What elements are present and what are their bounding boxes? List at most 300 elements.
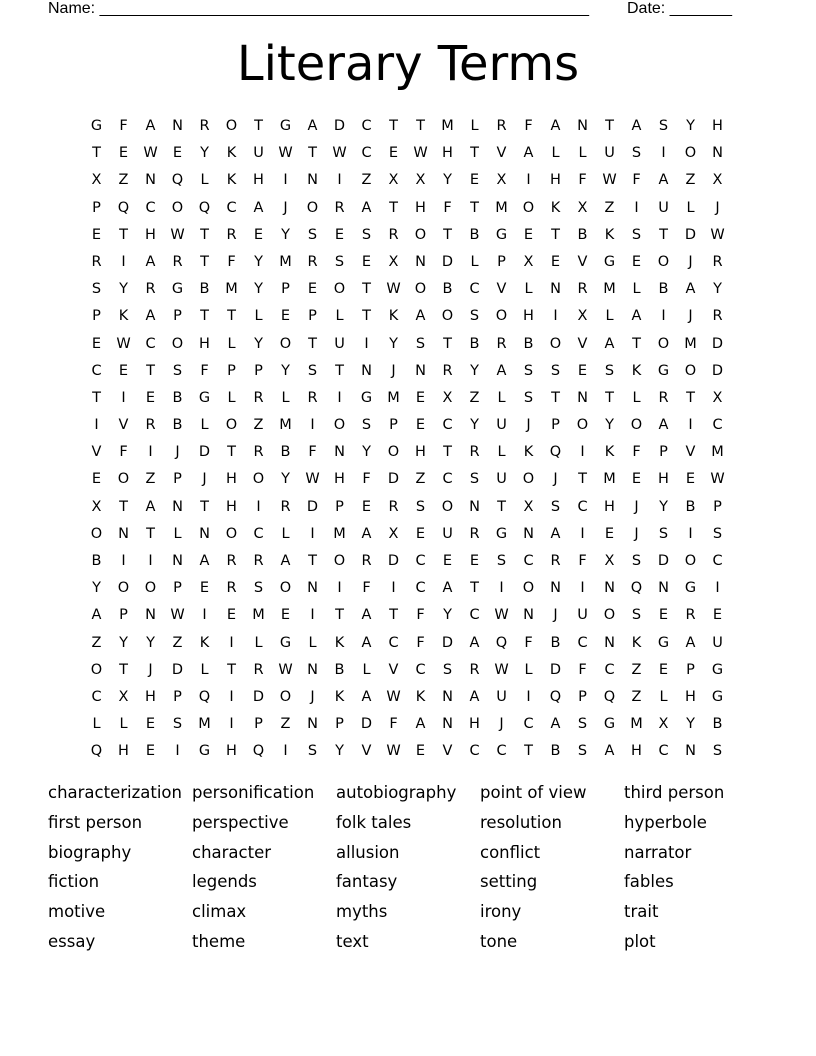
grid-letter[interactable]: A <box>361 688 372 705</box>
grid-letter[interactable]: I <box>337 172 342 189</box>
grid-letter[interactable]: N <box>415 253 426 270</box>
grid-letter[interactable]: W <box>386 281 401 298</box>
grid-letter[interactable]: A <box>658 417 669 434</box>
grid-letter[interactable]: J <box>499 716 504 733</box>
grid-letter[interactable]: E <box>199 580 210 597</box>
grid-letter[interactable]: I <box>337 389 342 406</box>
grid-letter[interactable]: X <box>442 389 453 406</box>
grid-letter[interactable]: N <box>334 444 345 461</box>
grid-letter[interactable]: M <box>252 607 265 624</box>
grid-letter[interactable]: L <box>200 661 209 678</box>
grid-letter[interactable]: Z <box>604 199 615 216</box>
grid-letter[interactable]: S <box>307 362 318 379</box>
grid-letter[interactable]: M <box>279 417 292 434</box>
grid-letter[interactable]: S <box>469 471 480 488</box>
grid-letter[interactable]: S <box>307 226 318 243</box>
grid-letter[interactable]: Y <box>470 417 479 434</box>
grid-letter[interactable]: R <box>280 498 291 515</box>
grid-letter[interactable]: A <box>280 553 291 569</box>
grid-letter[interactable]: A <box>91 607 102 624</box>
grid-letter[interactable]: W <box>710 471 725 488</box>
grid-letter[interactable]: N <box>685 743 696 760</box>
grid-letter[interactable]: Q <box>198 688 211 705</box>
grid-letter[interactable]: N <box>118 525 129 542</box>
grid-letter[interactable]: T <box>389 607 398 624</box>
grid-letter[interactable]: V <box>577 335 588 352</box>
grid-letter[interactable]: I <box>580 444 585 461</box>
grid-letter[interactable]: S <box>577 743 588 760</box>
grid-letter[interactable]: R <box>361 553 372 569</box>
grid-letter[interactable]: C <box>469 607 480 624</box>
grid-letter[interactable]: R <box>199 118 210 134</box>
grid-letter[interactable]: V <box>442 743 453 760</box>
grid-letter[interactable]: R <box>442 362 453 379</box>
grid-letter[interactable]: E <box>172 145 183 162</box>
grid-letter[interactable]: G <box>495 226 508 243</box>
grid-letter[interactable]: O <box>333 417 346 434</box>
grid-letter[interactable]: L <box>362 661 371 678</box>
grid-letter[interactable]: S <box>658 525 669 542</box>
grid-letter[interactable]: Z <box>91 634 102 651</box>
grid-letter[interactable]: F <box>416 607 425 624</box>
grid-letter[interactable]: C <box>496 743 507 760</box>
grid-letter[interactable]: O <box>657 253 670 270</box>
grid-letter[interactable]: G <box>279 118 292 134</box>
grid-letter[interactable]: I <box>121 389 126 406</box>
grid-letter[interactable]: I <box>526 172 531 189</box>
grid-letter[interactable]: O <box>630 417 643 434</box>
grid-letter[interactable]: W <box>494 661 509 678</box>
grid-letter[interactable]: R <box>577 281 588 298</box>
grid-letter[interactable]: P <box>659 444 668 461</box>
grid-letter[interactable]: S <box>631 226 642 243</box>
grid-letter[interactable]: U <box>442 525 453 542</box>
grid-letter[interactable]: K <box>118 308 129 325</box>
grid-letter[interactable]: C <box>361 145 372 162</box>
grid-letter[interactable]: T <box>146 525 155 542</box>
grid-letter[interactable]: Z <box>280 716 291 733</box>
grid-letter[interactable]: H <box>226 498 237 515</box>
grid-letter[interactable]: N <box>577 118 588 134</box>
grid-letter[interactable]: E <box>388 145 399 162</box>
grid-letter[interactable]: S <box>361 417 372 434</box>
grid-letter[interactable]: F <box>119 118 128 134</box>
grid-letter[interactable]: E <box>361 498 372 515</box>
grid-letter[interactable]: B <box>685 498 696 515</box>
grid-letter[interactable]: T <box>632 335 641 352</box>
grid-letter[interactable]: N <box>604 580 615 597</box>
grid-letter[interactable]: N <box>172 498 183 515</box>
grid-letter[interactable]: O <box>522 471 535 488</box>
grid-letter[interactable]: L <box>470 118 479 134</box>
grid-letter[interactable]: T <box>200 498 209 515</box>
grid-letter[interactable]: O <box>549 335 562 352</box>
grid-letter[interactable]: B <box>172 389 183 406</box>
grid-letter[interactable]: C <box>712 417 723 434</box>
grid-letter[interactable]: E <box>658 607 669 624</box>
grid-letter[interactable]: W <box>494 607 509 624</box>
grid-letter[interactable]: A <box>253 199 264 216</box>
grid-letter[interactable]: O <box>684 553 697 569</box>
grid-letter[interactable]: X <box>496 172 507 189</box>
grid-letter[interactable]: L <box>578 145 587 162</box>
grid-letter[interactable]: N <box>307 661 318 678</box>
grid-letter[interactable]: P <box>254 362 263 379</box>
grid-letter[interactable]: T <box>254 118 263 134</box>
grid-letter[interactable]: I <box>229 688 234 705</box>
grid-letter[interactable]: M <box>603 471 616 488</box>
grid-letter[interactable]: O <box>414 281 427 298</box>
grid-letter[interactable]: R <box>712 308 723 325</box>
grid-letter[interactable]: C <box>442 417 453 434</box>
grid-letter[interactable]: F <box>362 471 371 488</box>
grid-letter[interactable]: O <box>522 580 535 597</box>
grid-letter[interactable]: C <box>658 743 669 760</box>
grid-letter[interactable]: I <box>283 172 288 189</box>
grid-letter[interactable]: T <box>497 498 506 515</box>
grid-letter[interactable]: I <box>337 580 342 597</box>
grid-letter[interactable]: N <box>523 607 534 624</box>
grid-letter[interactable]: B <box>280 444 291 461</box>
grid-letter[interactable]: Q <box>171 172 184 189</box>
grid-letter[interactable]: T <box>119 226 128 243</box>
grid-letter[interactable]: K <box>226 172 237 189</box>
grid-letter[interactable]: W <box>602 172 617 189</box>
grid-letter[interactable]: O <box>279 688 292 705</box>
grid-letter[interactable]: T <box>92 145 101 162</box>
grid-letter[interactable]: R <box>253 389 264 406</box>
grid-letter[interactable]: N <box>415 362 426 379</box>
grid-letter[interactable]: M <box>333 525 346 542</box>
grid-letter[interactable]: I <box>526 688 531 705</box>
grid-letter[interactable]: W <box>143 145 158 162</box>
grid-letter[interactable]: X <box>388 253 399 270</box>
grid-letter[interactable]: I <box>283 743 288 760</box>
grid-letter[interactable]: E <box>226 607 237 624</box>
grid-letter[interactable]: Z <box>361 172 372 189</box>
grid-letter[interactable]: Y <box>281 362 290 379</box>
grid-letter[interactable]: S <box>442 661 453 678</box>
grid-letter[interactable]: E <box>361 253 372 270</box>
grid-letter[interactable]: B <box>172 417 183 434</box>
grid-letter[interactable]: H <box>253 172 264 189</box>
grid-letter[interactable]: I <box>553 308 558 325</box>
grid-letter[interactable]: T <box>362 281 371 298</box>
grid-letter[interactable]: L <box>308 634 317 651</box>
grid-letter[interactable]: A <box>145 118 156 134</box>
grid-letter[interactable]: M <box>225 281 238 298</box>
grid-letter[interactable]: R <box>226 553 237 569</box>
grid-letter[interactable]: A <box>361 525 372 542</box>
grid-letter[interactable]: O <box>657 335 670 352</box>
grid-letter[interactable]: S <box>523 389 534 406</box>
grid-letter[interactable]: E <box>118 362 129 379</box>
grid-letter[interactable]: I <box>148 553 153 569</box>
grid-letter[interactable]: G <box>198 743 211 760</box>
grid-letter[interactable]: N <box>577 389 588 406</box>
grid-letter[interactable]: R <box>226 580 237 597</box>
grid-letter[interactable]: Z <box>631 661 642 678</box>
grid-letter[interactable]: Y <box>119 634 128 651</box>
grid-letter[interactable]: V <box>496 281 507 298</box>
grid-letter[interactable]: I <box>148 444 153 461</box>
grid-letter[interactable]: E <box>145 743 156 760</box>
grid-letter[interactable]: H <box>415 199 426 216</box>
grid-letter[interactable]: F <box>524 634 533 651</box>
grid-letter[interactable]: F <box>416 634 425 651</box>
grid-letter[interactable]: R <box>307 253 318 270</box>
grid-letter[interactable]: G <box>603 716 616 733</box>
grid-letter[interactable]: T <box>470 580 479 597</box>
grid-letter[interactable]: I <box>688 525 693 542</box>
grid-letter[interactable]: J <box>688 308 693 325</box>
grid-letter[interactable]: L <box>200 417 209 434</box>
grid-letter[interactable]: T <box>416 118 425 134</box>
grid-letter[interactable]: Z <box>469 389 480 406</box>
grid-letter[interactable]: H <box>226 743 237 760</box>
grid-letter[interactable]: O <box>252 471 265 488</box>
grid-letter[interactable]: R <box>550 553 561 569</box>
grid-letter[interactable]: Y <box>362 444 371 461</box>
grid-letter[interactable]: O <box>387 444 400 461</box>
grid-letter[interactable]: W <box>278 145 293 162</box>
grid-letter[interactable]: F <box>632 172 641 189</box>
grid-letter[interactable]: R <box>334 199 345 216</box>
grid-letter[interactable]: E <box>469 553 480 569</box>
grid-letter[interactable]: F <box>524 118 533 134</box>
grid-letter[interactable]: T <box>578 471 587 488</box>
grid-letter[interactable]: L <box>335 308 344 325</box>
grid-letter[interactable]: F <box>578 553 587 569</box>
grid-letter[interactable]: A <box>415 716 426 733</box>
grid-letter[interactable]: K <box>388 308 399 325</box>
grid-letter[interactable]: F <box>578 661 587 678</box>
grid-letter[interactable]: O <box>90 525 103 542</box>
grid-letter[interactable]: T <box>524 743 533 760</box>
grid-letter[interactable]: P <box>227 362 236 379</box>
grid-letter[interactable]: N <box>307 580 318 597</box>
grid-letter[interactable]: L <box>659 688 668 705</box>
grid-letter[interactable]: O <box>522 199 535 216</box>
grid-letter[interactable]: D <box>198 444 211 461</box>
grid-letter[interactable]: Z <box>172 634 183 651</box>
grid-letter[interactable]: E <box>334 226 345 243</box>
grid-letter[interactable]: D <box>711 362 724 379</box>
grid-letter[interactable]: B <box>334 661 345 678</box>
grid-letter[interactable]: M <box>387 389 400 406</box>
grid-letter[interactable]: G <box>198 389 211 406</box>
grid-letter[interactable]: L <box>281 525 290 542</box>
grid-letter[interactable]: T <box>227 661 236 678</box>
grid-letter[interactable]: T <box>227 444 236 461</box>
grid-letter[interactable]: C <box>712 553 723 569</box>
grid-letter[interactable]: E <box>145 389 156 406</box>
grid-letter[interactable]: I <box>256 498 261 515</box>
grid-letter[interactable]: K <box>604 444 615 461</box>
grid-letter[interactable]: Y <box>686 716 695 733</box>
grid-letter[interactable]: D <box>333 118 346 134</box>
grid-letter[interactable]: T <box>308 335 317 352</box>
grid-letter[interactable]: C <box>145 199 156 216</box>
grid-letter[interactable]: W <box>413 145 428 162</box>
grid-letter[interactable]: A <box>658 172 669 189</box>
grid-letter[interactable]: R <box>253 553 264 569</box>
grid-letter[interactable]: D <box>171 661 184 678</box>
grid-letter[interactable]: H <box>145 226 156 243</box>
grid-letter[interactable]: X <box>577 308 588 325</box>
grid-letter[interactable]: S <box>91 281 102 298</box>
grid-letter[interactable]: O <box>225 417 238 434</box>
grid-letter[interactable]: U <box>712 634 723 651</box>
grid-letter[interactable]: T <box>200 308 209 325</box>
grid-letter[interactable]: S <box>712 743 723 760</box>
grid-letter[interactable]: I <box>391 580 396 597</box>
grid-letter[interactable]: E <box>415 389 426 406</box>
grid-letter[interactable]: D <box>387 553 400 569</box>
grid-letter[interactable]: H <box>685 688 696 705</box>
grid-letter[interactable]: Q <box>117 199 130 216</box>
grid-letter[interactable]: L <box>497 389 506 406</box>
grid-letter[interactable]: T <box>470 145 479 162</box>
grid-letter[interactable]: A <box>550 716 561 733</box>
grid-letter[interactable]: Q <box>630 580 643 597</box>
grid-letter[interactable]: L <box>497 444 506 461</box>
grid-letter[interactable]: N <box>550 281 561 298</box>
grid-letter[interactable]: C <box>145 335 156 352</box>
grid-letter[interactable]: J <box>175 444 180 461</box>
grid-letter[interactable]: D <box>360 716 373 733</box>
grid-letter[interactable]: E <box>91 471 102 488</box>
grid-letter[interactable]: P <box>335 498 344 515</box>
grid-letter[interactable]: Y <box>443 172 452 189</box>
grid-letter[interactable]: N <box>199 525 210 542</box>
grid-letter[interactable]: K <box>523 444 534 461</box>
grid-letter[interactable]: J <box>553 607 558 624</box>
grid-letter[interactable]: A <box>469 688 480 705</box>
grid-letter[interactable]: P <box>173 471 182 488</box>
grid-letter[interactable]: O <box>279 335 292 352</box>
grid-letter[interactable]: A <box>604 743 615 760</box>
grid-letter[interactable]: V <box>388 661 399 678</box>
grid-letter[interactable]: N <box>145 607 156 624</box>
grid-letter[interactable]: Y <box>146 634 155 651</box>
grid-letter[interactable]: J <box>391 362 396 379</box>
grid-letter[interactable]: H <box>712 118 723 134</box>
grid-letter[interactable]: E <box>523 226 534 243</box>
grid-letter[interactable]: T <box>227 308 236 325</box>
grid-letter[interactable]: R <box>253 444 264 461</box>
grid-letter[interactable]: C <box>226 199 237 216</box>
grid-letter[interactable]: L <box>470 253 479 270</box>
grid-letter[interactable]: C <box>442 471 453 488</box>
grid-letter[interactable]: E <box>307 281 318 298</box>
grid-letter[interactable]: L <box>524 661 533 678</box>
grid-letter[interactable]: T <box>308 145 317 162</box>
grid-letter[interactable]: V <box>496 145 507 162</box>
grid-letter[interactable]: E <box>631 253 642 270</box>
grid-letter[interactable]: U <box>496 417 507 434</box>
grid-letter[interactable]: R <box>145 417 156 434</box>
grid-letter[interactable]: Y <box>254 281 263 298</box>
grid-letter[interactable]: A <box>496 362 507 379</box>
grid-letter[interactable]: A <box>604 335 615 352</box>
grid-letter[interactable]: S <box>631 607 642 624</box>
grid-letter[interactable]: X <box>415 172 426 189</box>
grid-letter[interactable]: C <box>523 553 534 569</box>
grid-letter[interactable]: Y <box>470 362 479 379</box>
grid-letter[interactable]: T <box>92 389 101 406</box>
grid-letter[interactable]: D <box>306 498 319 515</box>
grid-letter[interactable]: T <box>551 389 560 406</box>
grid-letter[interactable]: B <box>577 226 588 243</box>
grid-letter[interactable]: G <box>90 118 103 134</box>
grid-letter[interactable]: A <box>442 580 453 597</box>
grid-letter[interactable]: A <box>145 308 156 325</box>
grid-letter[interactable]: T <box>470 199 479 216</box>
grid-letter[interactable]: Y <box>605 417 614 434</box>
grid-letter[interactable]: E <box>145 716 156 733</box>
grid-letter[interactable]: A <box>361 607 372 624</box>
grid-letter[interactable]: W <box>170 226 185 243</box>
grid-letter[interactable]: K <box>226 145 237 162</box>
grid-letter[interactable]: T <box>335 362 344 379</box>
grid-letter[interactable]: M <box>495 199 508 216</box>
grid-letter[interactable]: Y <box>281 226 290 243</box>
grid-letter[interactable]: I <box>202 607 207 624</box>
grid-letter[interactable]: T <box>362 308 371 325</box>
grid-letter[interactable]: I <box>121 253 126 270</box>
grid-letter[interactable]: N <box>523 525 534 542</box>
grid-letter[interactable]: P <box>254 716 263 733</box>
grid-letter[interactable]: W <box>386 743 401 760</box>
grid-letter[interactable]: A <box>550 525 561 542</box>
grid-letter[interactable]: Z <box>415 471 426 488</box>
grid-letter[interactable]: N <box>442 688 453 705</box>
grid-letter[interactable]: S <box>307 743 318 760</box>
grid-letter[interactable]: S <box>550 362 561 379</box>
grid-letter[interactable]: F <box>389 716 398 733</box>
grid-letter[interactable]: N <box>469 498 480 515</box>
grid-letter[interactable]: H <box>604 498 615 515</box>
grid-letter[interactable]: O <box>333 281 346 298</box>
grid-letter[interactable]: I <box>229 634 234 651</box>
grid-letter[interactable]: Y <box>686 118 695 134</box>
grid-letter[interactable]: E <box>442 553 453 569</box>
grid-letter[interactable]: X <box>577 199 588 216</box>
grid-letter[interactable]: P <box>686 661 695 678</box>
grid-letter[interactable]: Q <box>495 634 508 651</box>
grid-letter[interactable]: L <box>92 716 101 733</box>
grid-letter[interactable]: B <box>658 281 669 298</box>
grid-letter[interactable]: H <box>118 743 129 760</box>
grid-letter[interactable]: X <box>91 172 102 189</box>
grid-letter[interactable]: T <box>605 389 614 406</box>
grid-letter[interactable]: S <box>496 553 507 569</box>
grid-letter[interactable]: G <box>603 253 616 270</box>
grid-letter[interactable]: D <box>441 634 454 651</box>
grid-letter[interactable]: H <box>199 335 210 352</box>
grid-letter[interactable]: E <box>577 362 588 379</box>
grid-letter[interactable]: C <box>91 362 102 379</box>
grid-letter[interactable]: N <box>361 362 372 379</box>
grid-letter[interactable]: C <box>253 525 264 542</box>
grid-letter[interactable]: S <box>604 362 615 379</box>
grid-letter[interactable]: E <box>415 743 426 760</box>
grid-letter[interactable]: R <box>469 661 480 678</box>
grid-letter[interactable]: V <box>361 743 372 760</box>
grid-letter[interactable]: I <box>634 199 639 216</box>
grid-letter[interactable]: E <box>685 471 696 488</box>
